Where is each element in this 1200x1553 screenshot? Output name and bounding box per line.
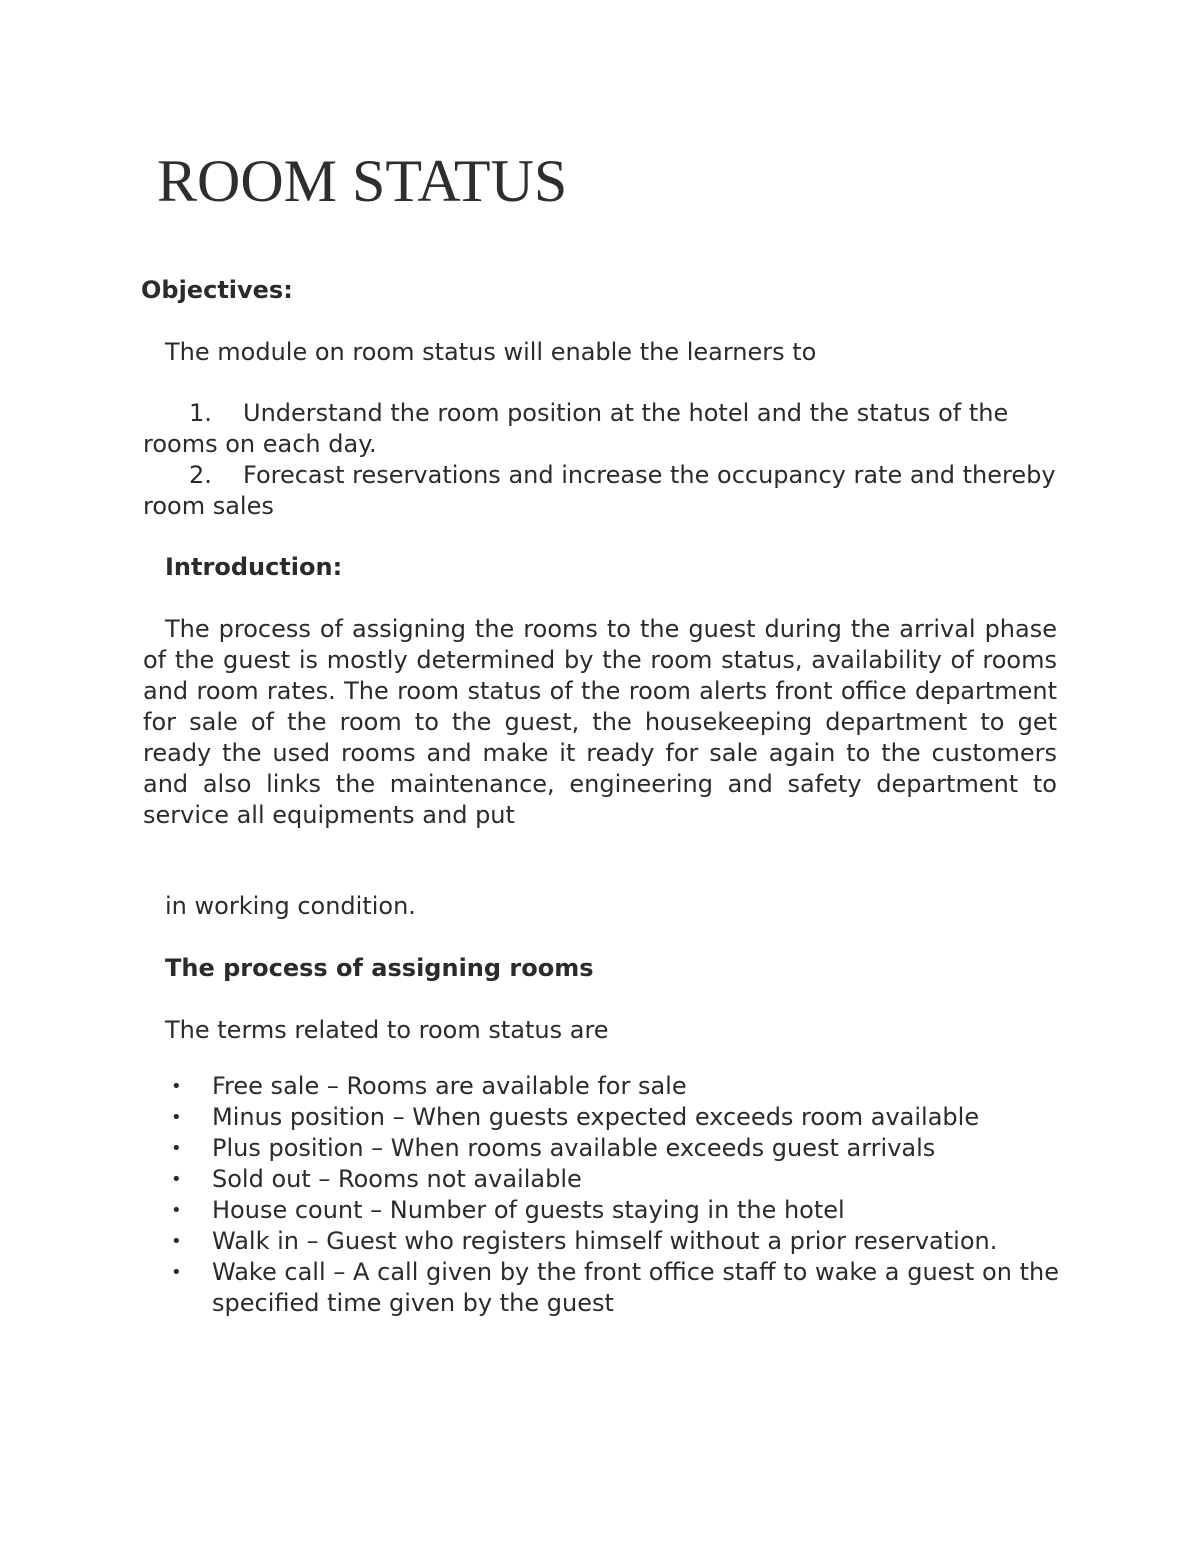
bullet-icon: • — [171, 1262, 182, 1283]
bullet-icon: • — [171, 1231, 182, 1252]
process-heading: The process of assigning rooms — [165, 954, 594, 982]
objective-text: Forecast reservations and increase the occupancy rate and thereby room sales — [143, 461, 1056, 520]
room-status-terms-list — [143, 1071, 1059, 1319]
list-item: • Sold out – Rooms not available — [171, 1165, 582, 1193]
objective-number: 2. — [189, 461, 212, 489]
list-item: • Wake call – A call given by the front office staff to wake a guest on the specified time given by the guest — [171, 1258, 1059, 1317]
objectives-intro: The module on room status will enable the learners to — [165, 338, 817, 366]
list-item: • Plus position – When rooms available exceeds guest arrivals — [171, 1134, 936, 1162]
bullet-icon: • — [171, 1169, 182, 1190]
list-item: • House count – Number of guests staying in the hotel — [171, 1196, 845, 1224]
introduction-heading: Introduction: — [165, 553, 343, 581]
page-title: ROOM STATUS — [157, 148, 568, 214]
bullet-icon: • — [171, 1200, 182, 1221]
list-item: • Minus position – When guests expected exceeds room available — [171, 1103, 980, 1131]
objective-item — [143, 398, 1059, 460]
objectives-list — [143, 398, 1059, 522]
list-item: • Free sale – Rooms are available for sale — [171, 1072, 687, 1100]
bullet-icon: • — [171, 1138, 182, 1159]
objective-item — [143, 460, 1059, 522]
introduction-paragraph: The process of assigning the rooms to the guest during the arrival phase of the guest is mostly determined by the room status, availability of rooms and room rates. The room status of the room alerts front office department for sale of the room to the guest, the housekeeping department to get ready the used rooms and make it ready for sale again to the customers and also links the maintenance, engineering and safety department to service all equipments and put — [143, 615, 1057, 829]
introduction-continuation: in working condition. — [165, 892, 416, 920]
objective-number: 1. — [189, 399, 212, 427]
bullet-icon: • — [171, 1107, 182, 1128]
process-intro: The terms related to room status are — [165, 1016, 609, 1044]
list-item: • Walk in – Guest who registers himself without a prior reservation. — [171, 1227, 998, 1255]
bullet-icon: • — [171, 1076, 182, 1097]
objective-text: Understand the room position at the hotel and the status of the rooms on each day. — [143, 399, 1009, 458]
objectives-heading: Objectives: — [141, 276, 293, 304]
